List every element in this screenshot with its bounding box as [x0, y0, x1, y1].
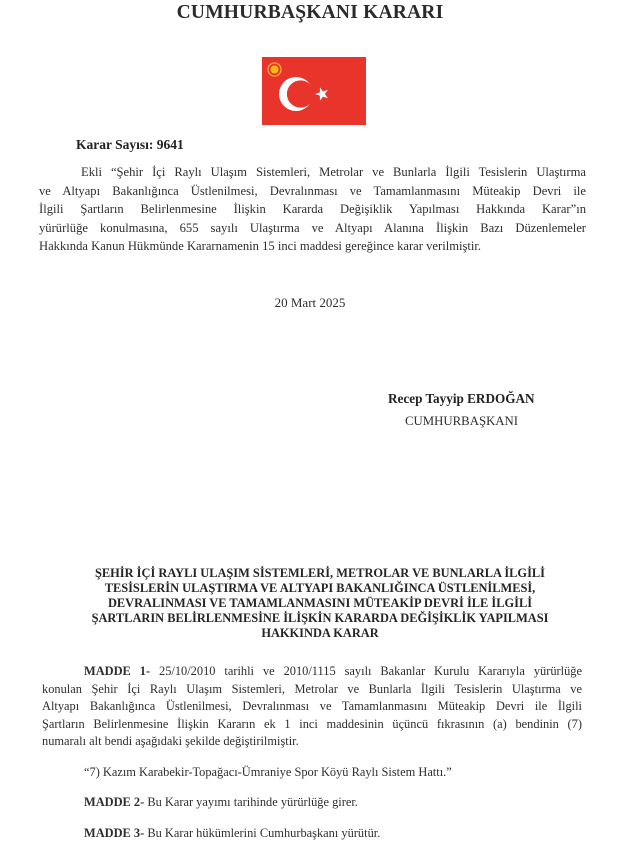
article-1-line: konulan Şehir İçi Raylı Ulaşım Sistemleri, Metrolar ve Bunlarla İlgili Tesislerin Ulaştırma ve — [42, 681, 582, 696]
turkish-flag-with-presidential-seal-icon — [262, 57, 366, 125]
intro-line: Hakkında Kanun Hükmünde Kararnamenin 15 inci maddesi gereğince karar verilmiştir. — [39, 239, 482, 253]
article-1-label: MADDE 1- — [84, 664, 151, 678]
article-1-text: 25/10/2010 tarihli ve 2010/1115 sayılı Bakanlar Kurulu Kararıyla yürürlüğe — [150, 664, 582, 678]
article-2-label: MADDE 2- — [84, 795, 145, 809]
article-1-line: Altyapı Bakanlığınca Üstlenilmesi, Devralınması ve Tamamlanmasını Müteakip Devri ile İlgili — [42, 699, 582, 713]
document-title: CUMHURBAŞKANI KARARI — [176, 2, 444, 23]
article-3 — [84, 826, 380, 841]
heading-line: HAKKINDA KARAR — [261, 626, 379, 640]
heading-line: ŞEHİR İÇİ RAYLI ULAŞIM SİSTEMLERİ, METROLAR VE BUNLARLA İLGİLİ — [95, 566, 545, 580]
decision-number-value: 9641 — [156, 137, 184, 152]
intro-paragraph — [39, 163, 586, 256]
article-1 — [42, 663, 582, 751]
article-1-quote: “7) Kazım Karabekir-Topağacı-Ümraniye Spor Köyü Raylı Sistem Hattı.” — [84, 765, 452, 779]
decision-number-label: Karar Sayısı: — [76, 137, 154, 152]
article-1-first-line — [42, 663, 582, 681]
article-1-line: Şartların Belirlenmesine İlişkin Kararın ek 1 inci maddesinin üçüncü fıkrasının (a) bendinin (7) — [42, 716, 582, 731]
decision-heading — [40, 566, 600, 641]
intro-line: yürürlüğe konulmasına, 655 sayılı Ulaştırma ve Altyapı Alanına İlişkin Bazı Düzenlemeler — [39, 220, 586, 235]
article-3-label: MADDE 3- — [84, 826, 145, 840]
signatory-name: Recep Tayyip ERDOĞAN — [388, 391, 535, 406]
article-3-text: Bu Karar hükümlerini Cumhurbaşkanı yürütür. — [144, 826, 381, 840]
intro-line: Ekli “Şehir İçi Raylı Ulaşım Sistemleri, Metrolar ve Bunlarla İlgili Tesislerin Ulaştırma — [81, 165, 586, 179]
heading-line: TESİSLERİN ULAŞTIRMA VE ALTYAPI BAKANLIĞINCA ÜSTLENİLMESİ, — [104, 581, 536, 595]
article-2 — [84, 795, 358, 810]
intro-line: İlgili Şartların Belirlenmesine İlişkin Kararda Değişiklik Yapılması Hakkında Karar”ın — [39, 202, 586, 216]
intro-line: ve Altyapı Bakanlığınca Üstlenilmesi, Devralınması ve Tamamlanmasını Müteakip Devri ile — [39, 183, 586, 198]
heading-line: ŞARTLARIN BELİRLENMESİNE İLİŞKİN KARARDA DEĞİŞİKLİK YAPILMASI — [91, 611, 549, 625]
decision-number — [76, 137, 184, 153]
signatory-title: CUMHURBAŞKANI — [405, 414, 519, 428]
heading-line: DEVRALINMASI VE TAMAMLANMASINI MÜTEAKİP DEVRİ İLE İLGİLİ — [107, 596, 533, 610]
article-1-line: numaralı alt bendi aşağıdaki şekilde değiştirilmiştir. — [42, 734, 299, 748]
article-2-text: Bu Karar yayımı tarihinde yürürlüğe girer. — [144, 795, 358, 809]
decision-date: 20 Mart 2025 — [274, 295, 346, 310]
